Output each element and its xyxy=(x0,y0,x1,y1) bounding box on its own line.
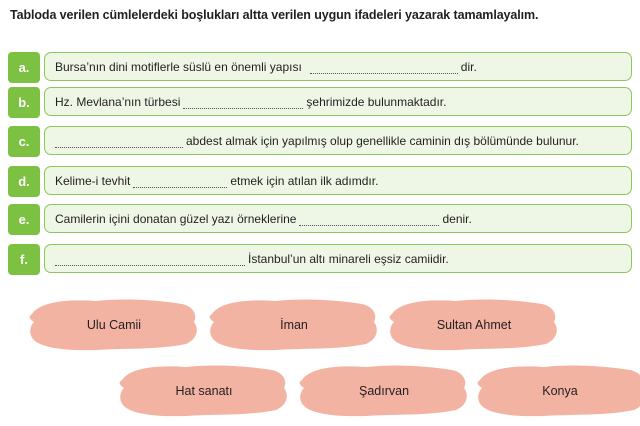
sentence-text-before: Bursa’nın dini motiflerle süslü en önemli yapısı xyxy=(55,59,302,74)
sentence-box xyxy=(44,87,632,116)
sentence-text-after: dir. xyxy=(460,59,477,74)
sentence-row-b xyxy=(8,87,632,118)
sentence-text-after: abdest almak için yapılmış olup genellikle caminin dış bölümünde bulunur. xyxy=(186,133,579,148)
sentence-box xyxy=(44,204,632,233)
option-label: Şadırvan xyxy=(358,384,410,398)
option-label: Konya xyxy=(542,384,578,398)
sentence-text-before: Camilerin içini donatan güzel yazı örneklerine xyxy=(55,211,297,226)
row-letter: b. xyxy=(8,87,40,118)
sentence-box xyxy=(44,244,632,273)
sentence-box xyxy=(44,52,632,81)
row-letter: e. xyxy=(8,204,40,235)
sentence-row-d xyxy=(8,166,632,197)
answer-blank[interactable] xyxy=(183,94,303,109)
sentence-row-a xyxy=(8,52,632,83)
sentence-text-after: etmek için atılan ilk adımdır. xyxy=(230,173,379,188)
row-letter: f. xyxy=(8,244,40,275)
option-card-sadirvan[interactable] xyxy=(300,366,467,417)
sentence-row-c xyxy=(8,126,632,157)
sentence-row-e xyxy=(8,204,632,235)
option-card-hat-sanati[interactable] xyxy=(120,366,287,417)
option-label: Hat sanatı xyxy=(175,384,233,398)
sentence-text-before: Kelime-i tevhit xyxy=(55,173,131,188)
option-label: İman xyxy=(280,318,308,332)
sentence-text-before: Hz. Mevlana’nın türbesi xyxy=(55,94,181,109)
sentence-box xyxy=(44,126,632,155)
sentence-text-after: şehrimizde bulunmaktadır. xyxy=(306,94,447,109)
answer-blank[interactable] xyxy=(55,251,245,266)
option-card-iman[interactable] xyxy=(210,300,377,351)
instruction-text: Tabloda verilen cümlelerdeki boşlukları altta verilen uygun ifadeleri yazarak tamamlayalım. xyxy=(10,8,539,22)
sentence-box xyxy=(44,166,632,195)
option-card-konya[interactable] xyxy=(478,366,640,417)
answer-blank[interactable] xyxy=(55,133,183,148)
answer-blank[interactable] xyxy=(133,173,227,188)
option-label: Ulu Camii xyxy=(86,318,142,332)
option-card-ulu-camii[interactable] xyxy=(30,300,197,351)
row-letter: c. xyxy=(8,126,40,157)
sentence-text-after: denir. xyxy=(442,211,472,226)
option-label: Sultan Ahmet xyxy=(436,318,512,332)
row-letter: a. xyxy=(8,52,40,83)
answer-blank[interactable] xyxy=(310,59,458,74)
sentence-row-f xyxy=(8,244,632,275)
sentence-text-after: İstanbul’un altı minareli eşsiz camiidir. xyxy=(248,251,449,266)
row-letter: d. xyxy=(8,166,40,197)
answer-blank[interactable] xyxy=(299,211,439,226)
option-card-sultan-ahmet[interactable] xyxy=(390,300,557,351)
